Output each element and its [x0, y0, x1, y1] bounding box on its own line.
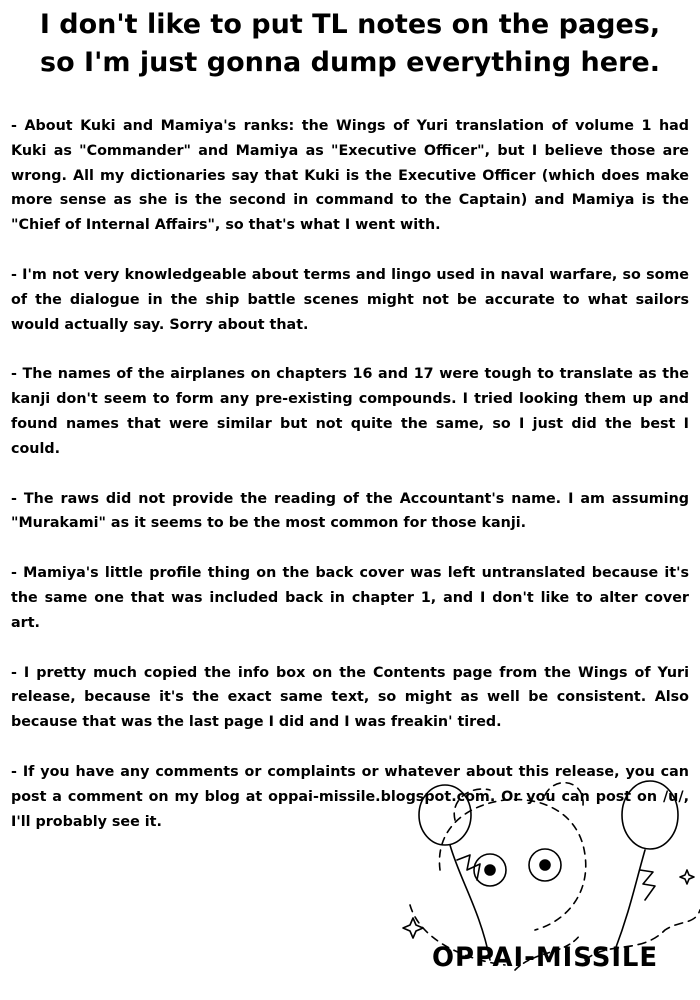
note-airplane-names: - The names of the airplanes on chapters 16 and 17 were tough to translate as the kanji don't seem to form any pre-existing compounds. I tried looking them up and found names that were similar but not quite the same, so I just did the best I could. [11, 366, 689, 457]
page-title [0, 6, 700, 82]
left-pupil [485, 865, 495, 875]
sparkle-icon [403, 918, 423, 938]
note-back-cover: - Mamiya's little profile thing on the back cover was left untranslated because it's the same one that was included back in chapter 1, and I don't like to alter cover art. [11, 565, 689, 631]
missile-right-head [622, 781, 678, 849]
title-line-2: so I'm just gonna dump everything here. [40, 47, 660, 78]
right-pupil [540, 860, 550, 870]
missile-left-head [419, 785, 471, 845]
oppai-missile-logo: OPPAI-MISSILE [432, 942, 659, 973]
note-contents-page: - I pretty much copied the info box on the Contents page from the Wings of Yuri release, because it's the exact same text, so might as well be consistent. Also because that was the last page I did and I was freakin' tired. [11, 664, 689, 731]
title-line-1: I don't like to put TL notes on the pages, [39, 9, 661, 40]
character-outline [410, 783, 586, 965]
note-naval-terms: - I'm not very knowledgeable about terms and lingo used in naval warfare, so some of the dialogue in the ship battle scenes might not be accurate to what sailors would actually say. Sorry about that. [11, 266, 689, 333]
note-comments: - If you have any comments or complaints or whatever about this release, you can post a comment on my blog at oppai-missile.blogspot.com. Or you can post on /u/, I'll probably see it. [11, 763, 689, 830]
missile-right-trail [615, 850, 655, 950]
sparkle-icon-2 [680, 870, 694, 884]
note-accountant-name: - The raws did not provide the reading of the Accountant's name. I am assuming "Murakami" as it seems to be the most common for those kanji. [11, 490, 689, 532]
notes-list [11, 114, 689, 859]
note-ranks: - About Kuki and Mamiya's ranks: the Wings of Yuri translation of volume 1 had Kuki as "Commander" and Mamiya as "Executive Officer", but I believe those are wrong. All my dictionaries say that Kuki is the Executive Officer (which does make more sense as she is the second in command to the Captain) and Mamiya is the "Chief of Internal Affairs", so that's what I went with. [11, 118, 689, 234]
